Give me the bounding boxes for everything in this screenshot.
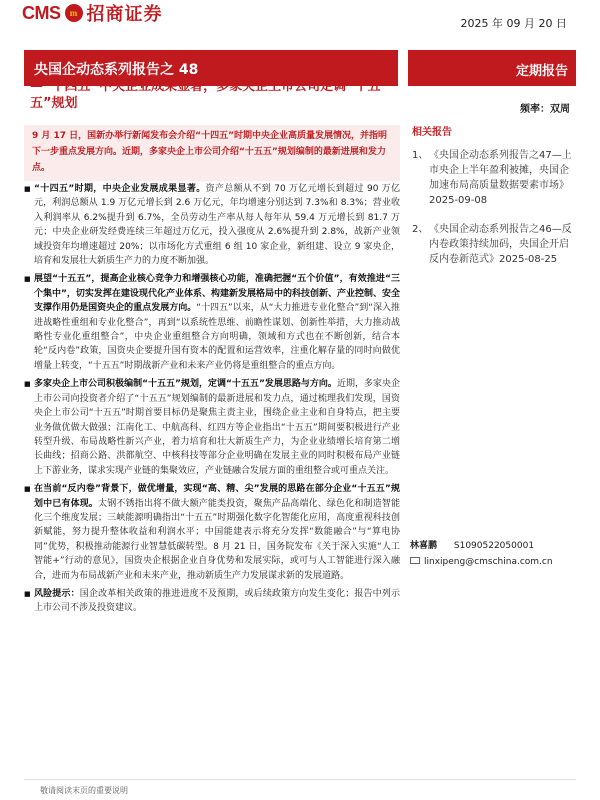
related-report-number: 1、	[412, 150, 429, 161]
bullet-icon: ■	[24, 485, 31, 494]
series-title: 央国企动态系列报告之 48	[34, 62, 199, 78]
risk-warning-heading: 风险提示：	[34, 588, 80, 599]
broker-logo	[22, 2, 163, 24]
bullet-icon: ■	[24, 589, 31, 598]
logo-latin: CMS	[22, 2, 61, 23]
logo-badge-icon: m	[65, 4, 83, 22]
key-point-body: 太钢不锈指出将不做大额产能类投资，聚焦产品高端化、绿色化和制造智能化三个维度发展；三峡能源明确指出“十五五”时期强化数字化智能化应用，高度重视科技创新赋能，努力提升整体收益和利润水平；中国能建表示将充分发挥“数能融合”与“算电协同”优势，积极推动能源行业智慧低碳转型。8 月 21 日，国务院发布《关于深入实施“人工智能+”行动的意见》，国资央企根据企业自身优势和发展实际，或可与人工智能进行深入融合，进而为布局战新产业和未来产业，推动新质生产力发展谋求新的发展道路。	[34, 498, 400, 581]
mail-icon	[410, 557, 420, 564]
analyst-email[interactable]: linxipeng@cmschina.com.cn	[424, 557, 553, 567]
report-type-bar	[408, 50, 576, 86]
bullet-icon: ■	[24, 380, 31, 389]
key-point-heading: 在当前“反内卷”背景下，做优增量，实现“高、精、尖”发展的思路在部分企业“十五五”规划中已有体现。	[34, 484, 400, 509]
related-report-number: 2、	[412, 224, 429, 235]
analyst-info	[410, 538, 578, 570]
frequency	[520, 100, 570, 115]
related-report-item[interactable]	[412, 222, 578, 267]
risk-warning-body: 国企改革相关政策的推进进度不及预期，或后续政策方向发生变化；报告中列示上市公司不涉及投资建议。	[34, 588, 400, 614]
frequency-label: 频率：	[520, 104, 550, 115]
abstract-box: 9 月 17 日，国新办举行新闻发布会介绍“十四五”时期中央企业高质量发展情况，并指明下一步重点发展方向。近期，多家央企上市公司介绍“十五五”规划编制的最新进展和发力点。	[24, 125, 400, 181]
key-point-heading: “十四五”时期，中央企业发展成果显著。	[34, 184, 206, 194]
key-point	[24, 482, 400, 583]
key-point	[24, 272, 400, 373]
footer-divider	[24, 779, 576, 780]
related-report-item[interactable]	[412, 148, 578, 208]
related-report-text: 《央国企动态系列报告之47—上市央企上半年盈利被摊，央国企加速布局高质量数据要素市场》2025-09-08	[429, 150, 572, 206]
report-type: 定期报告	[515, 64, 568, 79]
key-point	[24, 377, 400, 478]
related-reports-title: 相关报告	[412, 127, 452, 138]
related-report-text: 《央国企动态系列报告之46—反内卷政策持续加码，央国企开启反内卷新范式》2025-08-25	[429, 224, 572, 265]
key-point-body: 近期，多家央企上市公司向投资者介绍了“十五五”规划编制的最新进展和发力点，通过梳理我们发现，国资央企上市公司“十五五”时期首要目标仍是聚焦主责主业，围绕企业主业和自身特点，把主要业务做优做大做强；江南化工、中航高科、红四方等企业指出“十五五”期间要积极进行产业转型升级、布局战略性新兴产业，着力培育和壮大新质生产力，为企业业绩增长培育第二增长曲线；招商公路、洪都航空、中核科技等部分企业明确在发展主业的同时积极布局产业链上下游业务，谋求实现产业链的集聚效应，产业链融合发展方面的重组整合或可重点关注。	[34, 379, 400, 476]
key-points	[24, 182, 400, 620]
analyst-name: 林喜鹏	[410, 541, 438, 551]
key-point-heading: 多家央企上市公司积极编制“十五五”规划，定调“十五五”发展思路与方向。	[34, 379, 337, 390]
analyst-license: S1090522050001	[453, 541, 535, 551]
bullet-icon: ■	[24, 275, 31, 284]
report-date: 2025 年 09 月 20 日	[460, 17, 567, 30]
risk-warning	[24, 587, 400, 616]
related-reports-list	[412, 148, 578, 281]
frequency-value: 双周	[550, 104, 570, 115]
key-point-heading: 展望“十五五”，提高企业核心竞争力和增强核心功能，准确把握“五个价值”，有效推进“三个集中”，切实发挥在建设现代化产业体系、构建新发展格局中的科技创新、产业控制、安全支撑作用仍是国资央企的重点发展方向。	[34, 274, 400, 314]
footer-disclaimer: 敬请阅读末页的重要说明	[40, 786, 128, 795]
report-subtitle: —“十四五”中央企业成果显著，多家央企上市公司定调“十五五”规划	[30, 79, 381, 111]
key-point-body: 资产总额从不到 70 万亿元增长到超过 90 万亿元，利润总额从 1.9 万亿元增长到 2.6 万亿元，年均增速分别达到 7.3%和 8.3%；营业收入利润率从 6.2%提升到 6.7%，全员劳动生产率从每人每年从 59.4 万元增长到 81.7 万元；中央企业研发经费连续三年超过万亿元，投入强度从 2.6%提升到 2.8%，战新产业领域投资年均增速超过 20%；以市场化方式重组 6 组 10 家企业，新组建、设立 9 家央企，培育和发展壮大新质生产力的力度不断加强。	[34, 184, 400, 267]
bullet-icon: ■	[24, 185, 31, 193]
key-point	[24, 182, 400, 268]
logo-chinese: 招商证券	[86, 4, 163, 25]
key-point-body: “十四五”以来，从“大力推进专业化整合”到“深入推进战略性重组和专业化整合”，再到“以系统性思维、前瞻性谋划、创新性举措，大力推动战略性专业化重组整合”，中央企业重组整合方向明确，领域和方式也在不断创新，结合本轮“反内卷”政策，国资央企要提升国有资本的配置和运营效率，注重化解存量的同时向做优增量上转变，“十五五”时期战新产业和未来产业仍将是重组整合的重点方向。	[34, 303, 400, 371]
